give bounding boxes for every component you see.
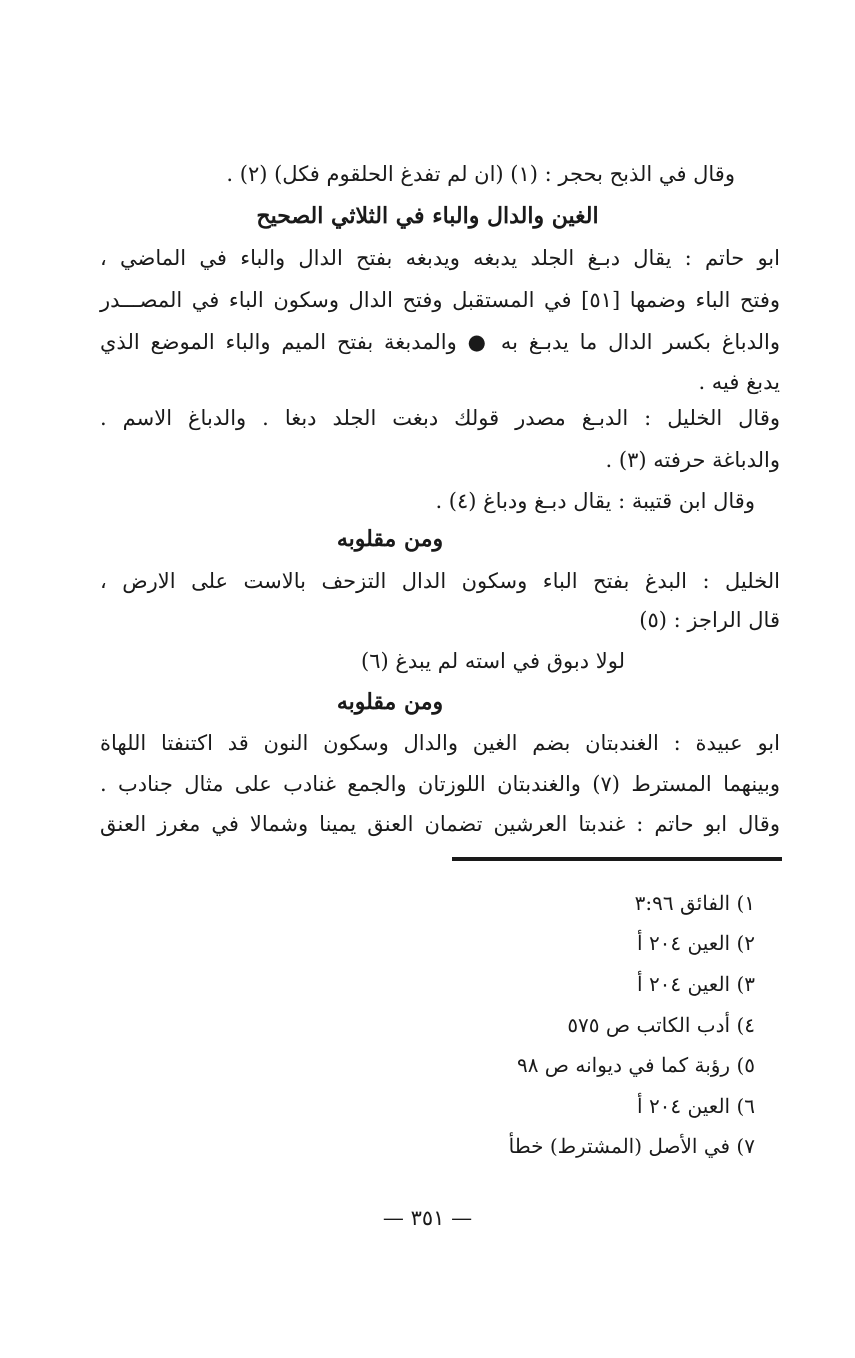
- footnote: ٦) العين ٢٠٤ أ: [637, 1094, 755, 1118]
- text-line: وقال ابن قتيبة : يقال دبـغ ودباغ (٤) .: [435, 489, 755, 513]
- footnote: ٣) العين ٢٠٤ أ: [637, 972, 755, 996]
- footnote: ٤) أدب الكاتب ص ٥٧٥: [567, 1013, 755, 1037]
- footnote: ١) الفائق ٣:٩٦: [634, 891, 755, 915]
- footnote: ٧) في الأصل (المشترط) خطأ: [508, 1134, 755, 1158]
- page-number: — ٣٥١ —: [382, 1206, 473, 1230]
- text-line: ابو حاتم : يقال دبـغ الجلد يدبغه ويدبغه بفتح الدال والباء في الماضي ،: [100, 246, 780, 270]
- text-line: والدباغة حرفته (٣) .: [605, 448, 780, 472]
- text-line: وقال في الذبح بحجر : (١) (ان لم تفدغ الحلقوم فكل) (٢) .: [226, 162, 735, 186]
- text-line: وبينهما المسترط (٧) والغندبتان اللوزتان والجمع غنادب على مثال جنادب .: [100, 772, 780, 796]
- text-line: الخليل : البدغ بفتح الباء وسكون الدال التزحف بالاست على الارض ،: [100, 569, 780, 593]
- footnote-separator: [452, 857, 782, 861]
- section-heading: ومن مقلوبه: [336, 689, 444, 715]
- text-line: وقال ابو حاتم : غندبتا العرشين تضمان العنق يمينا وشمالا في مغرز العنق: [100, 812, 780, 836]
- text-line: قال الراجز : (٥): [639, 608, 780, 632]
- text-line: يدبغ فيه .: [698, 370, 780, 394]
- section-heading: الغين والدال والباء في الثلاثي الصحيح: [256, 203, 599, 229]
- footnote: ٢) العين ٢٠٤ أ: [637, 931, 755, 955]
- text-line: ابو عبيدة : الغندبتان بضم الغين والدال وسكون النون قد اكتنفتا اللهاة: [100, 731, 780, 755]
- text-line: وفتح الباء وضمها [٥١] في المستقبل وفتح الدال وسكون الباء في المصـــدر: [100, 288, 781, 312]
- verse-line: لولا دبوق في استه لم يبدغ (٦): [361, 649, 625, 673]
- footnote: ٥) رؤبة كما في ديوانه ص ٩٨: [516, 1053, 755, 1077]
- text-line: وقال الخليل : الدبـغ مصدر قولك دبغت الجلد دبغا . والدباغ الاسم .: [100, 406, 780, 430]
- text-line: والدباغ بكسر الدال ما يدبـغ به ● والمدبغة بفتح الميم والباء الموضع الذي: [100, 330, 780, 354]
- section-heading: ومن مقلوبه: [336, 526, 444, 552]
